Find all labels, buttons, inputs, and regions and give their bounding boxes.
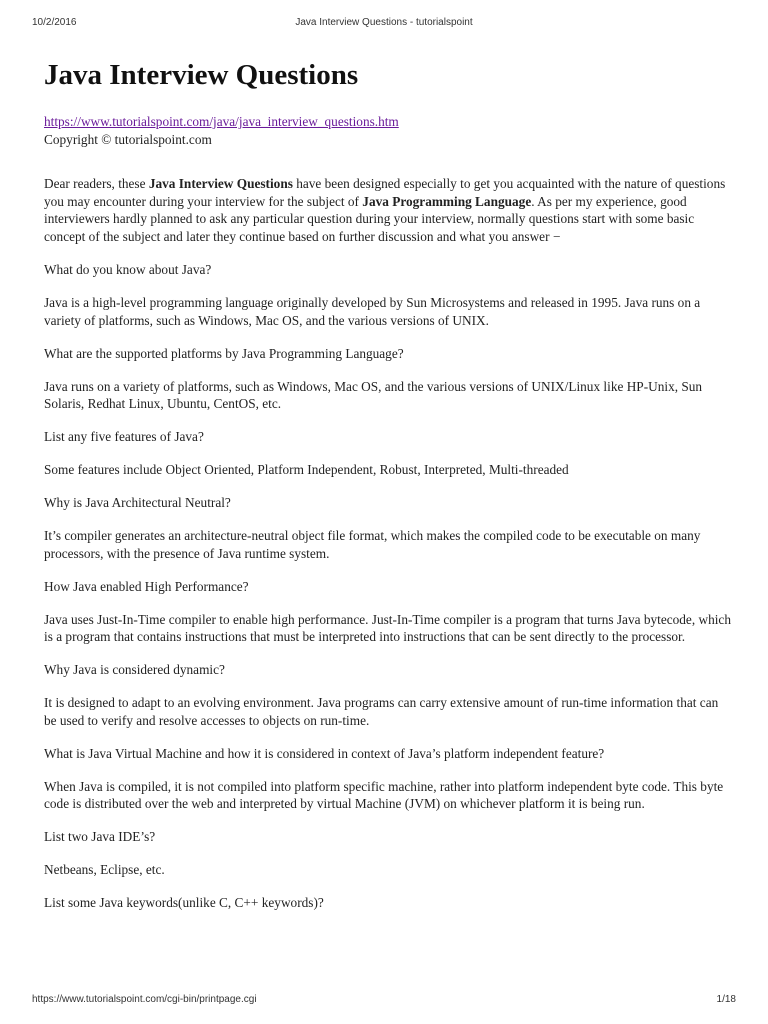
document-content (44, 57, 734, 927)
copyright-notice: Copyright © tutorialspoint.com (44, 131, 212, 147)
question: What is Java Virtual Machine and how it is considered in context of Java’s platform independent feature? (44, 745, 605, 761)
question: List some Java keywords(unlike C, C++ keywords)? (44, 895, 324, 910)
question: How Java enabled High Performance? (44, 578, 249, 594)
print-footer (0, 994, 768, 1008)
intro-text-3: . As per my experience, good interviewers hardly planned to ask any particular question during your interview, normally questions start with some basic concept of the subject and later they continue based on further discussion and what you answer − (44, 193, 695, 244)
intro-paragraph (44, 175, 734, 245)
answer: Some features include Object Oriented, Platform Independent, Robust, Interpreted, Multi-threaded (44, 462, 569, 477)
answer: It’s compiler generates an architecture-neutral object file format, which makes the compiled code to be executable on many processors, with the presence of Java runtime system. (44, 528, 701, 561)
answer: Java runs on a variety of platforms, such as Windows, Mac OS, and the various versions of UNIX/Linux like HP-Unix, Sun Solaris, Redhat Linux, Ubuntu, CentOS, etc. (44, 378, 703, 411)
print-url: https://www.tutorialspoint.com/cgi-bin/printpage.cgi (32, 994, 257, 1005)
intro-text-1: Dear readers, these (44, 176, 149, 191)
question: What do you know about Java? (44, 262, 212, 277)
intro-text-2: have been designed especially to get you acquainted with the nature of questions you may encounter during your interview for the subject of (44, 176, 726, 209)
question: Why is Java Architectural Neutral? (44, 495, 231, 510)
question: Why Java is considered dynamic? (44, 662, 225, 677)
page-title: Java Interview Questions (44, 59, 359, 91)
source-link[interactable]: https://www.tutorialspoint.com/java/java_interview_questions.htm (44, 114, 399, 129)
question: List two Java IDE’s? (44, 829, 156, 844)
print-header (0, 17, 768, 31)
answer: When Java is compiled, it is not compiled into platform specific machine, rather into platform independent byte code. This byte code is distributed over the web and interpreted by virtual Machine (JVM) on whichever platform it is being run. (44, 778, 724, 811)
answer: Netbeans, Eclipse, etc. (44, 862, 165, 877)
print-date: 10/2/2016 (32, 17, 77, 28)
intro-bold-2: Java Programming Language (362, 193, 532, 209)
page-number: 1/18 (716, 994, 736, 1005)
answer: Java uses Just-In-Time compiler to enable high performance. Just-In-Time compiler is a program that turns Java bytecode, which is a program that contains instructions that must be interpreted into instructions that can be sent directly to the processor. (44, 611, 731, 644)
question: List any five features of Java? (44, 429, 204, 444)
answer: Java is a high-level programming language originally developed by Sun Microsystems and released in 1995. Java runs on a variety of platforms, such as Windows, Mac OS, and the various versions of UNIX. (44, 295, 701, 328)
question: What are the supported platforms by Java Programming Language? (44, 345, 404, 361)
answer: It is designed to adapt to an evolving environment. Java programs can carry extensive amount of run-time information that can be used to verify and resolve accesses to objects on run-time. (44, 695, 719, 728)
intro-bold-1: Java Interview Questions (148, 176, 293, 191)
print-title: Java Interview Questions - tutorialspoint (295, 17, 473, 28)
